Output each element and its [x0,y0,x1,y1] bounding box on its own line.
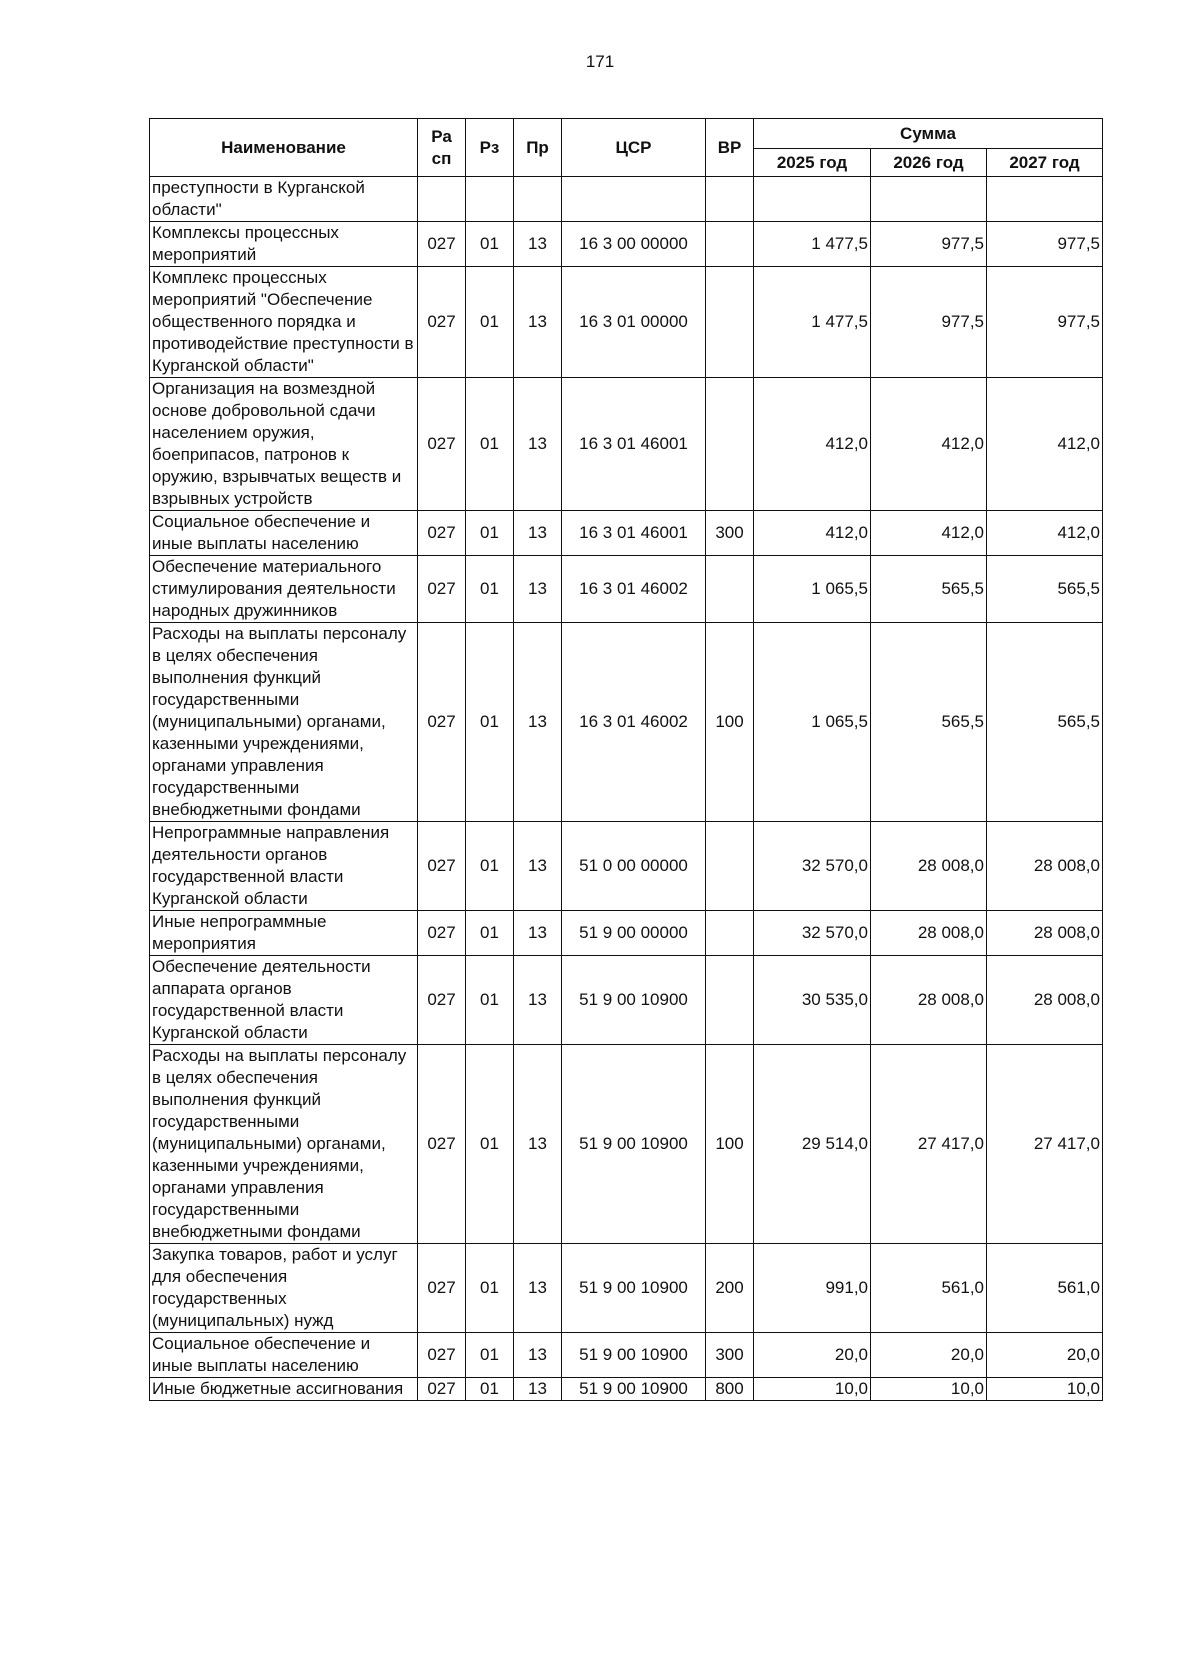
cell-rz: 01 [466,956,514,1045]
header-pr: Пр [514,119,562,177]
cell-rasp: 027 [418,623,466,822]
header-row-1 [150,119,1103,149]
cell-pr: 13 [514,911,562,956]
cell-y2027: 561,0 [987,1244,1103,1333]
table-row [150,956,1103,1045]
cell-csr: 16 3 01 46002 [562,556,706,623]
cell-y2027: 28 008,0 [987,911,1103,956]
cell-vr: 800 [706,1378,754,1401]
cell-rasp: 027 [418,822,466,911]
cell-y2026: 561,0 [871,1244,987,1333]
cell-y2027: 28 008,0 [987,822,1103,911]
cell-y2025: 1 477,5 [754,267,871,378]
header-sum: Сумма [754,119,1103,149]
cell-rasp: 027 [418,911,466,956]
cell-y2027: 977,5 [987,267,1103,378]
page-number: 171 [585,52,615,71]
header-name: Наименование [150,119,418,177]
table-row [150,378,1103,511]
budget-table [149,118,1103,1401]
cell-csr: 51 9 00 10900 [562,956,706,1045]
cell-rasp: 027 [418,378,466,511]
cell-y2026: 565,5 [871,623,987,822]
cell-rz: 01 [466,556,514,623]
table-row [150,1378,1103,1401]
cell-pr: 13 [514,378,562,511]
cell-rz: 01 [466,1378,514,1401]
cell-name: Комплексы процессных мероприятий [150,222,418,267]
cell-csr [562,177,706,222]
cell-vr [706,822,754,911]
cell-pr: 13 [514,222,562,267]
cell-vr [706,177,754,222]
cell-name: Иные непрограммные мероприятия [150,911,418,956]
header-2026: 2026 год [871,149,987,177]
cell-y2025: 1 065,5 [754,623,871,822]
cell-rasp: 027 [418,222,466,267]
header-vr: ВР [706,119,754,177]
table-row [150,1244,1103,1333]
cell-y2026: 27 417,0 [871,1045,987,1244]
cell-y2027: 565,5 [987,556,1103,623]
cell-pr [514,177,562,222]
cell-y2025 [754,177,871,222]
header-csr: ЦСР [562,119,706,177]
cell-y2027: 27 417,0 [987,1045,1103,1244]
cell-rz: 01 [466,623,514,822]
cell-y2026: 412,0 [871,511,987,556]
cell-y2025: 991,0 [754,1244,871,1333]
cell-pr: 13 [514,267,562,378]
cell-pr: 13 [514,1333,562,1378]
cell-y2025: 412,0 [754,378,871,511]
cell-name: преступности в Курганской области" [150,177,418,222]
cell-rasp: 027 [418,1244,466,1333]
header-2027: 2027 год [987,149,1103,177]
cell-name: Обеспечение деятельности аппарата органов государственной власти Курганской области [150,956,418,1045]
cell-name: Организация на возмездной основе добровольной сдачи населением оружия, боеприпасов, патронов к оружию, взрывчатых веществ и взрывных устройств [150,378,418,511]
cell-vr [706,556,754,623]
cell-pr: 13 [514,1378,562,1401]
table-row [150,822,1103,911]
cell-rz: 01 [466,267,514,378]
cell-name: Закупка товаров, работ и услуг для обеспечения государственных (муниципальных) нужд [150,1244,418,1333]
table-row [150,1333,1103,1378]
cell-rasp: 027 [418,556,466,623]
cell-csr: 51 9 00 00000 [562,911,706,956]
cell-rz: 01 [466,222,514,267]
cell-y2025: 32 570,0 [754,822,871,911]
cell-pr: 13 [514,511,562,556]
cell-y2026 [871,177,987,222]
cell-y2025: 1 477,5 [754,222,871,267]
cell-y2026: 412,0 [871,378,987,511]
cell-rasp: 027 [418,1045,466,1244]
table-row [150,267,1103,378]
cell-rasp: 027 [418,267,466,378]
table-row [150,911,1103,956]
table-row [150,222,1103,267]
cell-vr: 200 [706,1244,754,1333]
cell-y2026: 565,5 [871,556,987,623]
cell-y2027: 28 008,0 [987,956,1103,1045]
cell-rasp: 027 [418,956,466,1045]
table-row [150,1045,1103,1244]
cell-vr: 100 [706,1045,754,1244]
cell-y2027: 565,5 [987,623,1103,822]
cell-vr: 300 [706,1333,754,1378]
cell-name: Непрограммные направления деятельности органов государственной власти Курганской области [150,822,418,911]
cell-y2027: 977,5 [987,222,1103,267]
cell-rz: 01 [466,822,514,911]
cell-name: Расходы на выплаты персоналу в целях обеспечения выполнения функций государственными (муниципальными) органами, казенными учреждениями, органами управления государственными внебюджетными фондами [150,623,418,822]
cell-y2027: 20,0 [987,1333,1103,1378]
cell-csr: 51 9 00 10900 [562,1045,706,1244]
cell-vr: 300 [706,511,754,556]
cell-name: Социальное обеспечение и иные выплаты населению [150,511,418,556]
cell-y2027: 412,0 [987,511,1103,556]
cell-y2025: 29 514,0 [754,1045,871,1244]
cell-y2025: 1 065,5 [754,556,871,623]
cell-y2025: 30 535,0 [754,956,871,1045]
cell-pr: 13 [514,956,562,1045]
cell-name: Комплекс процессных мероприятий "Обеспечение общественного порядка и противодействие преступности в Курганской области" [150,267,418,378]
cell-csr: 51 9 00 10900 [562,1244,706,1333]
header-rasp: Ра сп [418,119,466,177]
cell-csr: 51 0 00 00000 [562,822,706,911]
cell-y2026: 28 008,0 [871,822,987,911]
cell-csr: 16 3 01 46001 [562,378,706,511]
cell-csr: 16 3 01 46001 [562,511,706,556]
table-row [150,511,1103,556]
cell-name: Социальное обеспечение и иные выплаты населению [150,1333,418,1378]
cell-rasp [418,177,466,222]
cell-rz [466,177,514,222]
cell-vr [706,956,754,1045]
cell-name: Расходы на выплаты персоналу в целях обеспечения выполнения функций государственными (муниципальными) органами, казенными учреждениями, органами управления государственными внебюджетными фондами [150,1045,418,1244]
cell-vr [706,378,754,511]
cell-csr: 16 3 01 00000 [562,267,706,378]
cell-y2027: 10,0 [987,1378,1103,1401]
cell-y2025: 412,0 [754,511,871,556]
cell-rz: 01 [466,911,514,956]
cell-y2026: 10,0 [871,1378,987,1401]
cell-csr: 16 3 00 00000 [562,222,706,267]
header-rz: Рз [466,119,514,177]
cell-rz: 01 [466,1244,514,1333]
cell-rasp: 027 [418,1333,466,1378]
cell-pr: 13 [514,623,562,822]
cell-name: Обеспечение материального стимулирования деятельности народных дружинников [150,556,418,623]
cell-y2027 [987,177,1103,222]
cell-y2026: 28 008,0 [871,911,987,956]
cell-y2026: 977,5 [871,267,987,378]
table-row [150,623,1103,822]
cell-pr: 13 [514,1244,562,1333]
cell-y2025: 20,0 [754,1333,871,1378]
cell-y2026: 20,0 [871,1333,987,1378]
table-row [150,556,1103,623]
cell-y2026: 28 008,0 [871,956,987,1045]
cell-y2025: 32 570,0 [754,911,871,956]
table-row [150,177,1103,222]
cell-y2026: 977,5 [871,222,987,267]
table-body [150,177,1103,1401]
cell-vr [706,222,754,267]
cell-rasp: 027 [418,1378,466,1401]
cell-csr: 16 3 01 46002 [562,623,706,822]
cell-rz: 01 [466,1333,514,1378]
header-2025: 2025 год [754,149,871,177]
cell-pr: 13 [514,1045,562,1244]
cell-rz: 01 [466,378,514,511]
cell-y2027: 412,0 [987,378,1103,511]
cell-pr: 13 [514,556,562,623]
cell-rz: 01 [466,511,514,556]
cell-vr [706,267,754,378]
cell-vr [706,911,754,956]
cell-csr: 51 9 00 10900 [562,1333,706,1378]
cell-vr: 100 [706,623,754,822]
cell-name: Иные бюджетные ассигнования [150,1378,418,1401]
cell-rz: 01 [466,1045,514,1244]
cell-csr: 51 9 00 10900 [562,1378,706,1401]
cell-pr: 13 [514,822,562,911]
cell-rasp: 027 [418,511,466,556]
cell-y2025: 10,0 [754,1378,871,1401]
